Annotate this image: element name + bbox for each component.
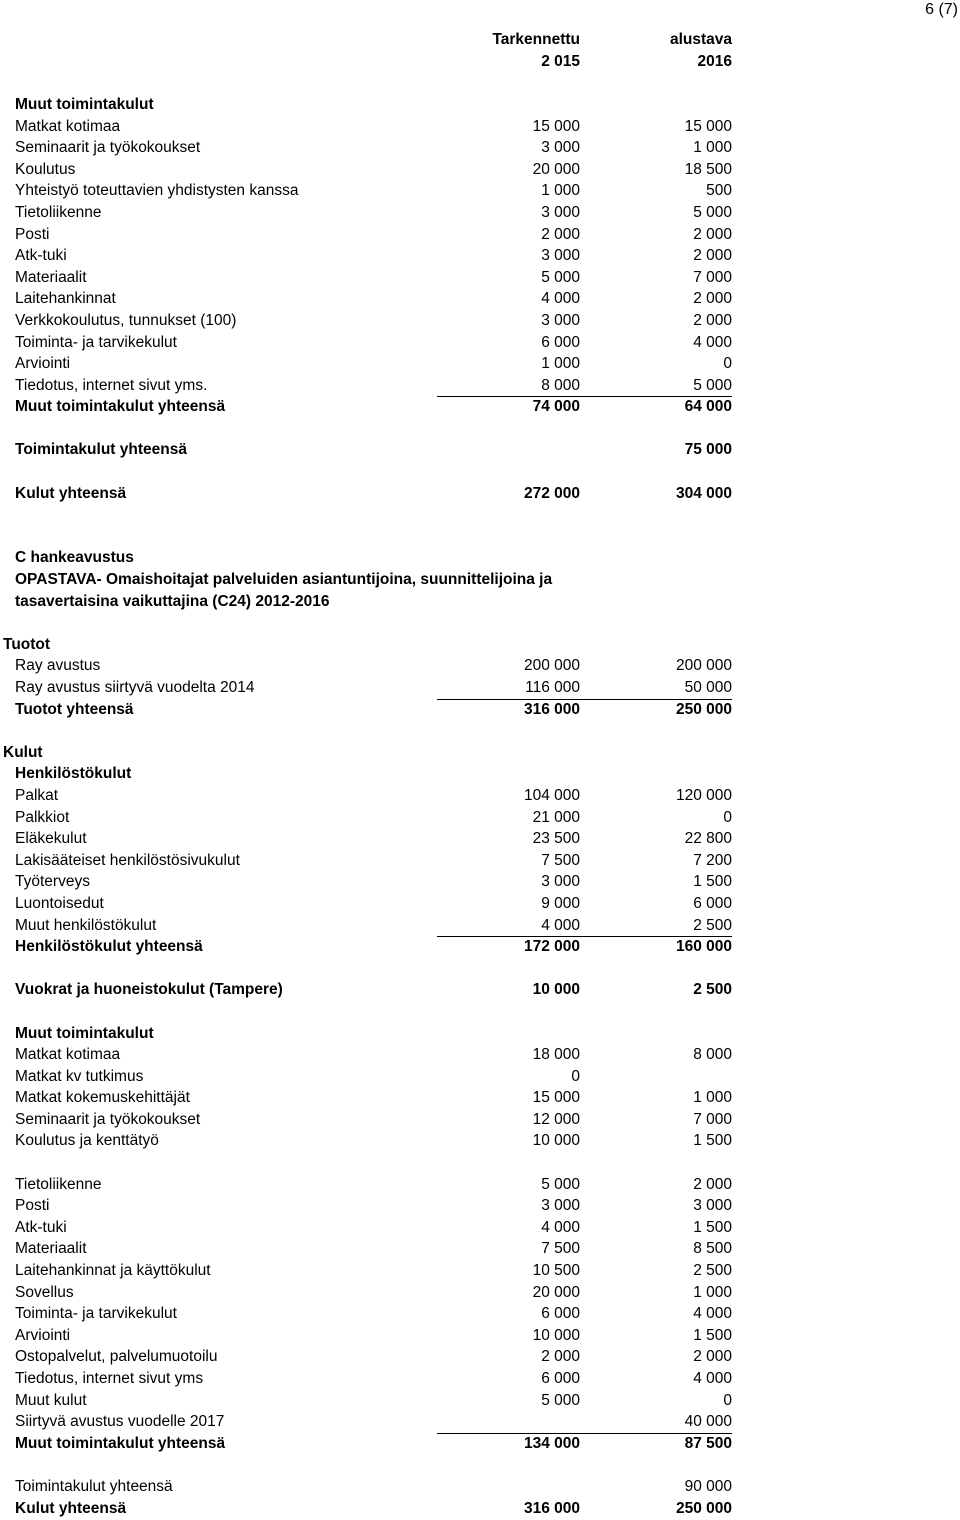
section-heading [0, 94, 960, 116]
value-2016: 0 [723, 808, 732, 826]
value-2016: 5 000 [693, 203, 732, 221]
value-2016: 7 200 [693, 851, 732, 869]
row-label: Koulutus ja kenttätyö [15, 1132, 159, 1150]
column-year-2016: 2016 [697, 52, 732, 70]
column-header-row [0, 51, 960, 73]
total-row [0, 936, 960, 958]
table-row [0, 785, 960, 807]
value-2015: 3 000 [541, 139, 580, 157]
value-2016: 50 000 [684, 679, 732, 696]
table-row [0, 1109, 960, 1131]
table-row [0, 828, 960, 850]
total-2015: 74 000 [532, 398, 580, 416]
value-2016: 2 500 [693, 916, 732, 934]
value-2015: 7 500 [541, 1240, 580, 1258]
section-heading [0, 763, 960, 785]
value-2016: 1 500 [693, 1218, 732, 1236]
total-2016: 160 000 [675, 938, 732, 956]
table-row [0, 1195, 960, 1217]
column-header-2016: alustava [669, 31, 732, 49]
row-label: Työterveys [15, 873, 90, 891]
value-2016: 2 000 [693, 311, 732, 329]
table-row [0, 375, 960, 397]
total-2016: 250 000 [675, 700, 732, 718]
total-label: Muut toimintakulut yhteensä [15, 1434, 226, 1452]
value-2016: 0 [723, 355, 732, 373]
value-2016: 2 000 [693, 225, 732, 243]
row-label: Eläkekulut [15, 830, 87, 848]
row-label: Muut toimintakulut [15, 95, 154, 113]
row-label: Tiedotus, internet sivut yms. [15, 376, 208, 394]
row-label: Matkat kotimaa [15, 117, 121, 135]
row-label: Tietoliikenne [15, 203, 102, 221]
row-label: Ray avustus siirtyvä vuodelta 2014 [15, 679, 255, 696]
value-2015: 3 000 [541, 311, 580, 329]
total-2016: 75 000 [684, 441, 732, 459]
row-label: Atk-tuki [15, 247, 67, 265]
row-label: Vuokrat ja huoneistokulut (Tampere) [15, 981, 283, 999]
table-row [0, 224, 960, 246]
section-heading [0, 1023, 960, 1045]
table-row [0, 159, 960, 181]
column-year-2015: 2 015 [541, 52, 580, 70]
table-row [0, 1282, 960, 1304]
total-row [0, 483, 960, 505]
value-2016: 2 000 [693, 1175, 732, 1193]
value-2016: 4 000 [693, 1370, 732, 1387]
section-heading [0, 742, 960, 764]
value-2015: 1 000 [541, 355, 580, 373]
table-row [0, 310, 960, 332]
total-row [0, 439, 960, 461]
value-2015: 3 000 [541, 1197, 580, 1215]
row-label: Yhteistyö toteuttavien yhdistysten kanssa [15, 182, 299, 200]
table-row [0, 245, 960, 267]
value-2016: 4 000 [693, 1305, 732, 1323]
value-2015: 20 000 [532, 160, 580, 178]
table-row [0, 1087, 960, 1109]
total-row [0, 1433, 960, 1455]
total-label: Tuotot yhteensä [15, 700, 134, 718]
total-label: Kulut yhteensä [15, 484, 127, 502]
column-header-2015: Tarkennettu [492, 31, 580, 49]
value-2015: 104 000 [523, 786, 580, 804]
spacer [0, 72, 960, 94]
value-2015: 6 000 [541, 1305, 580, 1323]
total-2016: 87 500 [684, 1434, 732, 1452]
spacer [0, 720, 960, 742]
table-row [0, 1390, 960, 1412]
spacer [0, 461, 960, 483]
value-2015: 7 500 [541, 851, 580, 869]
table-row [0, 1130, 960, 1152]
value-2016: 200 000 [675, 657, 732, 675]
value-2016: 120 000 [675, 786, 732, 804]
value-2015: 10 000 [532, 1132, 580, 1150]
total-row [0, 396, 960, 418]
value-2016: 1 000 [693, 139, 732, 157]
row-label: Materiaalit [15, 268, 87, 286]
row-label: Lakisääteiset henkilöstösivukulut [15, 851, 240, 869]
value-2015: 6 000 [541, 1370, 580, 1387]
value-2016: 18 500 [684, 160, 732, 178]
value-2016: 500 [706, 182, 732, 200]
row-label: Muut henkilöstökulut [15, 916, 157, 934]
row-label: Ray avustus [15, 657, 101, 675]
row-label: Arviointi [15, 1326, 71, 1344]
row-label: Verkkokoulutus, tunnukset (100) [15, 311, 237, 329]
row-label: Laitehankinnat ja käyttökulut [15, 1262, 211, 1280]
row-label: Seminaarit ja työkokoukset [15, 139, 201, 157]
costs-heading: Kulut [3, 743, 43, 761]
value-2015: 116 000 [525, 679, 580, 696]
value-2016: 8 500 [693, 1240, 732, 1258]
project-title [0, 569, 960, 591]
total-2016: 90 000 [684, 1477, 732, 1495]
value-2015: 6 000 [541, 333, 580, 351]
table-row [0, 1174, 960, 1196]
row-label: Muut kulut [15, 1391, 87, 1409]
table-row [0, 655, 960, 677]
total-label: Toimintakulut yhteensä [15, 1477, 173, 1495]
value-2015: 15 000 [532, 117, 580, 135]
row-label: Atk-tuki [15, 1218, 67, 1236]
value-2016: 6 000 [693, 894, 732, 912]
table-row [0, 137, 960, 159]
table-row [0, 202, 960, 224]
row-label: Matkat kokemuskehittäjät [15, 1089, 190, 1107]
value-2016: 1 000 [693, 1283, 732, 1301]
value-2015: 10 000 [532, 981, 580, 999]
spacer [0, 1454, 960, 1476]
value-2016: 15 000 [684, 117, 732, 135]
spacer [0, 958, 960, 980]
table-row [0, 1368, 960, 1390]
budget-table [0, 29, 960, 1519]
total-2016: 64 000 [684, 398, 732, 416]
row-label: Tietoliikenne [15, 1175, 102, 1193]
row-label: Arviointi [15, 355, 71, 373]
value-2015: 9 000 [541, 894, 580, 912]
row-label: Tiedotus, internet sivut yms [15, 1370, 204, 1387]
page-number: 6 (7) [925, 1, 958, 18]
row-label: Muut toimintakulut [15, 1024, 154, 1042]
value-2016: 1 500 [693, 1326, 732, 1344]
row-label: Matkat kv tutkimus [15, 1067, 144, 1085]
total-2015: 316 000 [523, 1499, 580, 1517]
value-2015: 2 000 [541, 1348, 580, 1366]
value-2015: 5 000 [541, 1391, 580, 1409]
table-row [0, 288, 960, 310]
value-2015: 18 000 [532, 1046, 580, 1064]
table-row [0, 677, 960, 699]
table-row [0, 807, 960, 829]
spacer [0, 612, 960, 634]
spacer [0, 1001, 960, 1023]
total-2015: 172 000 [523, 938, 580, 956]
value-2015: 3 000 [541, 247, 580, 265]
row-label: Toiminta- ja tarvikekulut [15, 1305, 177, 1323]
row-label: Posti [15, 225, 50, 243]
table-row [0, 850, 960, 872]
value-2015: 15 000 [532, 1089, 580, 1107]
value-2016: 1 500 [693, 1132, 732, 1150]
value-2015: 12 000 [532, 1110, 580, 1128]
row-label: Palkat [15, 786, 59, 804]
spacer [0, 504, 960, 526]
value-2016: 8 000 [693, 1046, 732, 1064]
row-label: Ostopalvelut, palvelumuotoilu [15, 1348, 218, 1366]
value-2016: 2 000 [693, 247, 732, 265]
value-2016: 2 500 [693, 981, 732, 999]
value-2015: 4 000 [541, 290, 580, 308]
table-row [0, 267, 960, 289]
table-row [0, 332, 960, 354]
table-row [0, 1260, 960, 1282]
value-2015: 200 000 [523, 657, 580, 675]
row-label: Materiaalit [15, 1240, 87, 1258]
table-row [0, 979, 960, 1001]
row-label: Toiminta- ja tarvikekulut [15, 333, 177, 351]
personnel-heading: Henkilöstökulut [15, 765, 132, 783]
column-header-row [0, 29, 960, 51]
project-title [0, 547, 960, 569]
value-2015: 3 000 [541, 203, 580, 221]
project-title [0, 591, 960, 613]
value-2016: 40 000 [684, 1413, 732, 1431]
value-2015: 21 000 [532, 808, 580, 826]
value-2016: 22 800 [684, 830, 732, 848]
value-2016: 1 500 [693, 873, 732, 891]
total-label: Kulut yhteensä [15, 1499, 127, 1517]
total-label: Toimintakulut yhteensä [15, 441, 187, 459]
total-row [0, 699, 960, 721]
total-2015: 316 000 [523, 700, 580, 718]
value-2015: 3 000 [541, 873, 580, 891]
table-row [0, 1325, 960, 1347]
value-2016: 2 000 [693, 290, 732, 308]
table-row [0, 1238, 960, 1260]
total-label: Henkilöstökulut yhteensä [15, 938, 203, 956]
value-2016: 2 000 [693, 1348, 732, 1366]
total-label: Muut toimintakulut yhteensä [15, 398, 226, 416]
value-2015: 4 000 [541, 1218, 580, 1236]
value-2015: 5 000 [541, 268, 580, 286]
project-title-line: tasavertaisina vaikuttajina (C24) 2012-2016 [15, 592, 330, 610]
value-2016: 4 000 [693, 333, 732, 351]
total-row [0, 1498, 960, 1520]
value-2015: 1 000 [541, 182, 580, 200]
row-label: Siirtyvä avustus vuodelle 2017 [15, 1413, 225, 1431]
value-2015: 4 000 [541, 916, 580, 934]
total-row [0, 1476, 960, 1498]
project-title-line: C hankeavustus [15, 549, 134, 567]
value-2015: 8 000 [541, 376, 580, 394]
table-row [0, 353, 960, 375]
value-2016: 7 000 [693, 268, 732, 286]
row-label: Palkkiot [15, 808, 70, 826]
section-heading [0, 634, 960, 656]
value-2015: 10 500 [532, 1262, 580, 1280]
table-row [0, 1303, 960, 1325]
row-label: Posti [15, 1197, 50, 1215]
spacer [0, 418, 960, 440]
project-title-line: OPASTAVA- Omaishoitajat palveluiden asiantuntijoina, suunnittelijoina ja [15, 571, 553, 589]
value-2016: 5 000 [693, 376, 732, 394]
table-row [0, 893, 960, 915]
value-2015: 23 500 [532, 830, 580, 848]
row-label: Laitehankinnat [15, 290, 116, 308]
table-row [0, 915, 960, 937]
total-2015: 134 000 [523, 1434, 580, 1452]
row-label: Luontoisedut [15, 894, 104, 912]
total-2016: 304 000 [675, 484, 732, 502]
row-label: Koulutus [15, 160, 76, 178]
value-2016: 0 [723, 1391, 732, 1409]
table-row [0, 871, 960, 893]
value-2016: 2 500 [693, 1262, 732, 1280]
total-2016: 250 000 [675, 1499, 732, 1517]
value-2016: 7 000 [693, 1110, 732, 1128]
value-2016: 1 000 [693, 1089, 732, 1107]
table-row [0, 1044, 960, 1066]
row-label: Sovellus [15, 1283, 74, 1301]
row-label: Seminaarit ja työkokoukset [15, 1110, 201, 1128]
value-2015: 5 000 [541, 1175, 580, 1193]
total-2015: 272 000 [523, 484, 580, 502]
value-2015: 2 000 [541, 225, 580, 243]
table-row [0, 1346, 960, 1368]
value-2015: 20 000 [532, 1283, 580, 1301]
spacer [0, 526, 960, 548]
value-2015: 0 [571, 1067, 580, 1085]
table-row [0, 1217, 960, 1239]
value-2016: 3 000 [693, 1197, 732, 1215]
spacer [0, 1152, 960, 1174]
table-row [0, 116, 960, 138]
income-heading: Tuotot [3, 635, 51, 653]
table-row [0, 1411, 960, 1433]
row-label: Matkat kotimaa [15, 1046, 121, 1064]
table-row [0, 1066, 960, 1088]
value-2015: 10 000 [532, 1326, 580, 1344]
table-row [0, 180, 960, 202]
